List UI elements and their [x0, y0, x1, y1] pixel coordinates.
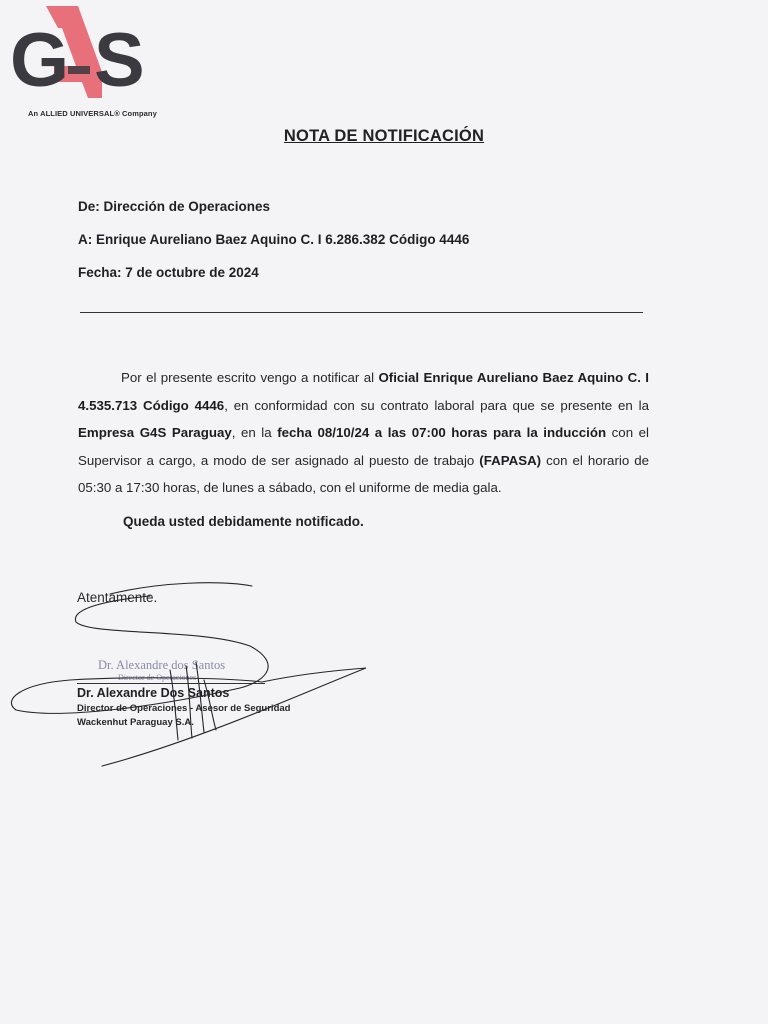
header-divider: [80, 312, 643, 313]
body-officer: Oficial Enrique Aureliano Baez Aquino C. I 4.535.713 Código 4446: [78, 370, 649, 413]
document-title: NOTA DE NOTIFICACIÓN: [283, 127, 485, 145]
body-text-1: Por el presente escrito vengo a notificar al: [121, 370, 379, 385]
body-text-4: con el Supervisor a cargo, a modo de ser asignado al puesto de trabajo: [78, 425, 649, 468]
handwritten-signature: [0, 570, 400, 780]
notified-statement: Queda usted debidamente notificado.: [123, 514, 364, 529]
body-company: Empresa G4S Paraguay: [78, 425, 232, 440]
signatory-org: Wackenhut Paraguay S.A.: [77, 717, 194, 728]
logo-letter-g: G: [10, 18, 70, 103]
stamp-name: Dr. Alexandre dos Santos: [98, 658, 226, 672]
signatory-name: Dr. Alexandre Dos Santos: [77, 686, 230, 700]
body-text-5: con el horario de 05:30 a 17:30 horas, de lunes a sábado, con el uniforme de media gala.: [78, 452, 649, 495]
body-post: (FAPASA): [479, 452, 542, 468]
body-text-3: , en la: [231, 425, 278, 440]
body-date-time: fecha 08/10/24 a las 07:00 horas para la inducción: [277, 425, 607, 440]
signature-stroke-top: [110, 583, 252, 594]
from-line: De: Dirección de Operaciones: [78, 199, 271, 214]
g4s-logo: [10, 2, 150, 106]
logo-letter-s: S: [94, 18, 145, 103]
signature-stroke-loop-upper: [75, 596, 268, 688]
notification-body: [78, 364, 649, 502]
date-line: Fecha: 7 de octubre de 2024: [78, 265, 259, 280]
logo-tagline: An ALLIED UNIVERSAL® Company: [28, 109, 157, 118]
signature-stroke-loop-lower: [11, 678, 262, 714]
body-text-2: , en conformidad con su contrato laboral para que se presente en la: [224, 397, 649, 413]
signature-stroke-tail: [102, 668, 366, 766]
stamp-role: Director de Operaciones: [118, 673, 197, 682]
closing-text: Atentamente.: [77, 590, 158, 605]
to-line: A: Enrique Aureliano Baez Aquino C. I 6.286.382 Código 4446: [78, 232, 470, 247]
signatory-role: Director de Operaciones - Asesor de Seguridad: [77, 703, 291, 714]
